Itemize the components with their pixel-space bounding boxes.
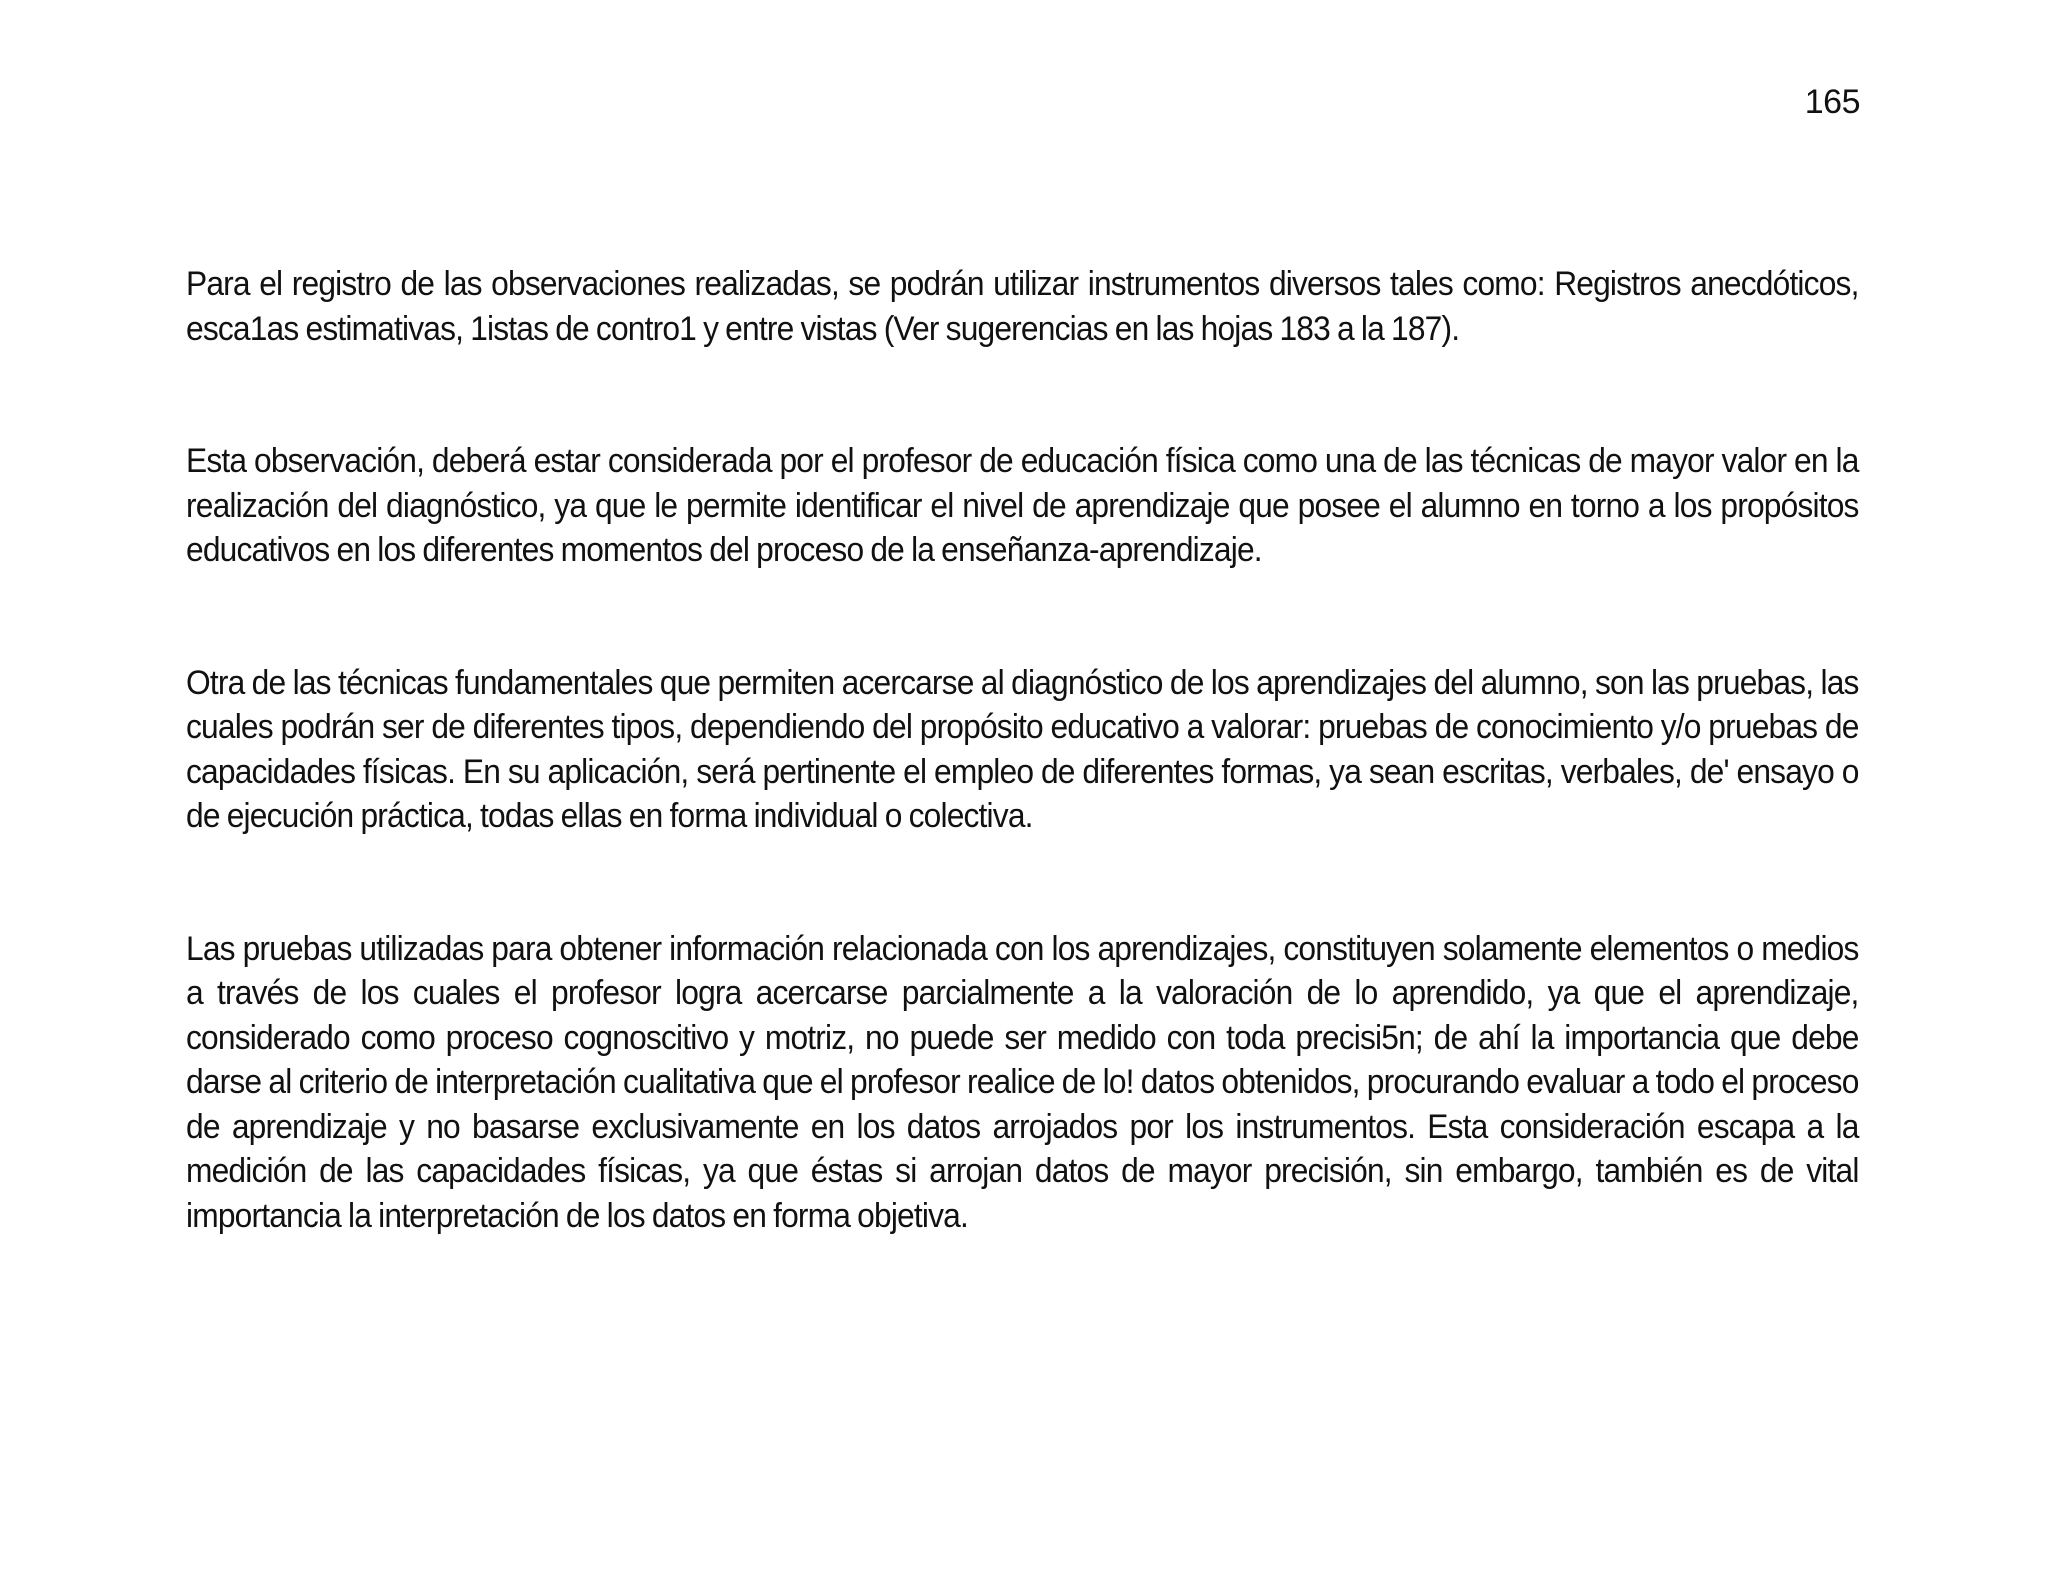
page-number: 165 [1804, 83, 1860, 121]
body-text [186, 262, 1860, 1326]
paragraph-2: Esta observación, deberá estar considerada por el profesor de educación física como una de las técnicas de mayor valor en la realización del diagnóstico, ya que le permite identificar el nivel de aprendizaje que posee el alumno en torno a los propósitos educativos en los diferentes momentos del proceso de la enseñanza-aprendizaje. [186, 442, 1859, 569]
paragraph-1: Para el registro de las observaciones realizadas, se podrán utilizar instrumentos diversos tales como: Registros anecdóticos, esca1as estimativas, 1istas de contro1 y entre vistas (Ver sugerencias en las hojas 183 a la 187). [186, 265, 1859, 348]
paragraph-3: Otra de las técnicas fundamentales que permiten acercarse al diagnóstico de los aprendizajes del alumno, son las pruebas, las cuales podrán ser de diferentes tipos, dependiendo del propósito educativo a valorar: pruebas de conocimiento y/o pruebas de capacidades físicas. En su aplicación, será pertinente el empleo de diferentes formas, ya sean escritas, verbales, de' ensayo o de ejecución práctica, todas ellas en forma individual o colectiva. [186, 663, 1859, 835]
paragraph-4: Las pruebas utilizadas para obtener información relacionada con los aprendizajes, constituyen solamente elementos o medios a través de los cuales el profesor logra acercarse parcialmente a la valoración de lo aprendido, ya que el aprendizaje, considerado como proceso cognoscitivo y motriz, no puede ser medido con toda precisi5n; de ahí la importancia que debe darse al criterio de interpretación cualitativa que el profesor realice de lo! datos obtenidos, procurando evaluar a todo el proceso de aprendizaje y no basarse exclusivamente en los datos arrojados por los instrumentos. Esta consideración escapa a la medición de las capacidades físicas, ya que éstas si arrojan datos de mayor precisión, sin embargo, también es de vital importancia la interpretación de los datos en forma objetiva. [186, 929, 1859, 1235]
